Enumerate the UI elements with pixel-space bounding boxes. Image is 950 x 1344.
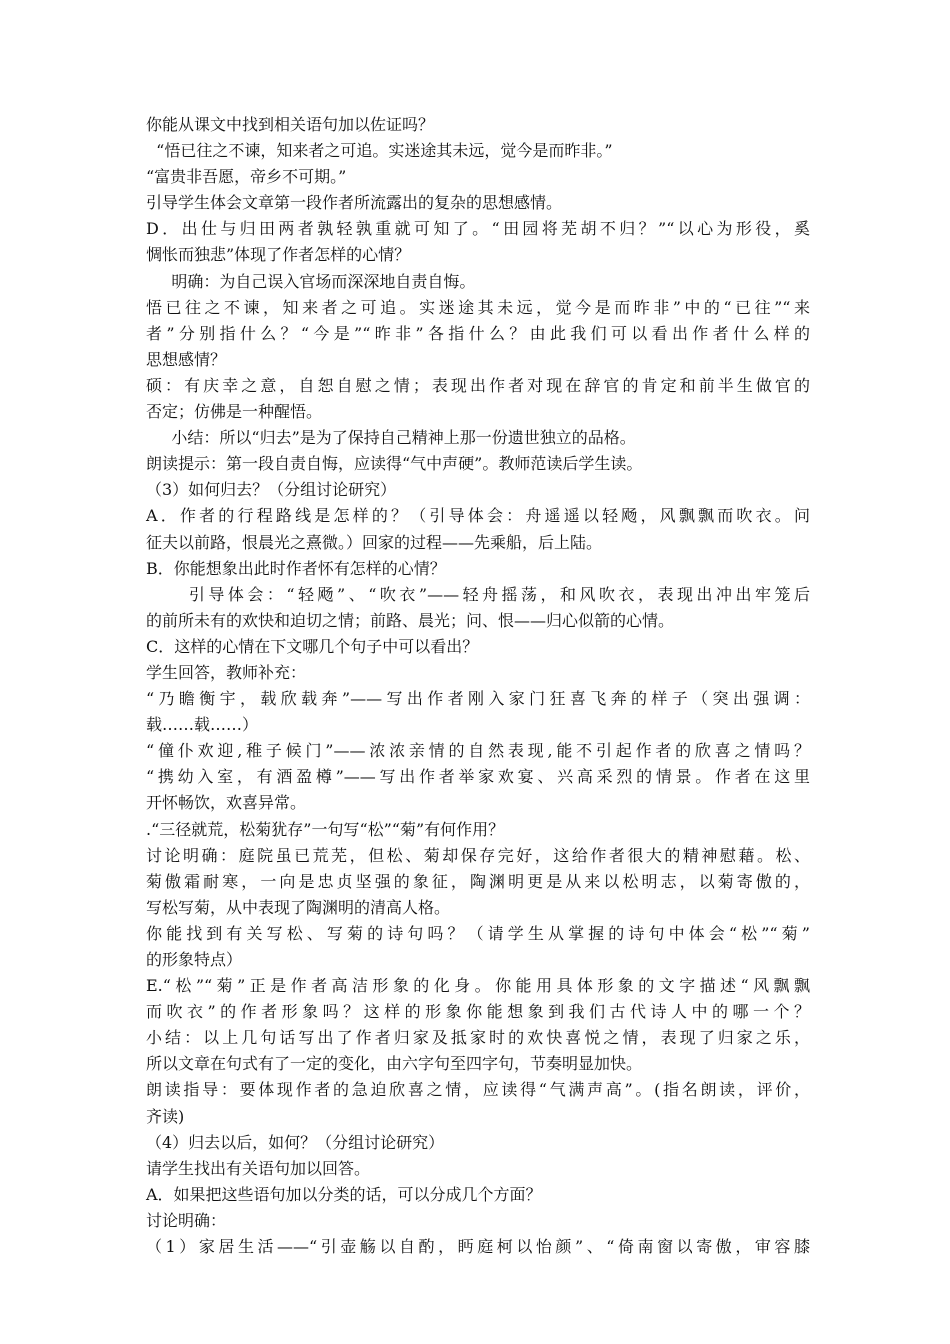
text-line: 小结：所以“归去”是为了保持自己精神上那一份遗世独立的品格。	[146, 428, 636, 448]
text-line: 者”分别指什么？“今是”“昨非”各指什么？由此我们可以看出作者什么样的	[146, 323, 810, 343]
text-line: A．作者的行程路线是怎样的？（引导体会：舟遥遥以轻飏，风飘飘而吹衣。问	[146, 506, 810, 526]
text-line: 的形象特点）	[146, 950, 243, 969]
text-line: 学生回答，教师补充：	[146, 662, 307, 682]
text-line: 的前所未有的欢快和迫切之情；前路、晨光；问、恨——归心似箭的心情。	[146, 610, 675, 630]
text-line: 写松写菊，从中表现了陶渊明的清高人格。	[146, 897, 451, 917]
text-line: A．如果把这些语句加以分类的话，可以分成几个方面？	[146, 1184, 542, 1204]
text-line: 所以文章在句式有了一定的变化，由六字句至四字句，节奏明显加快。	[146, 1054, 643, 1074]
text-line: （3）如何归去？（分组讨论研究）	[146, 480, 397, 500]
text-line: 惆怅而独悲”体现了作者怎样的心情？	[146, 245, 411, 265]
text-line: 讨论明确：庭院虽已荒芜，但松、菊却保存完好，这给作者很大的精神慰藉。松、	[146, 845, 810, 865]
text-line: “僮仆欢迎,稚子候门”——浓浓亲情的自然表现,能不引起作者的欣喜之情吗？	[146, 741, 810, 761]
text-line: 悟已往之不谏，知来者之可追。实迷途其未远，觉今是而昨非”中的“已往”“来	[146, 297, 810, 317]
text-line: 否定；仿佛是一种醒悟。	[146, 402, 323, 422]
text-line: 引导体会：“轻飏”、“吹衣”——轻舟摇荡，和风吹衣，表现出冲出牢笼后	[146, 584, 810, 604]
text-line: “携幼入室，有酒盈樽”——写出作者举家欢宴、兴高采烈的情景。作者在这里	[146, 767, 810, 787]
text-line: D．出仕与归田两者孰轻孰重就可知了。“田园将芜胡不归？”“以心为形役，奚	[146, 219, 810, 239]
text-line: （1）家居生活——“引壶觞以自酌，眄庭柯以怡颜”、“倚南窗以寄傲，审容膝	[146, 1237, 810, 1257]
text-line: 硕：有庆幸之意，自恕自慰之情；表现出作者对现在辞官的肯定和前半生做官的	[146, 375, 810, 395]
text-line: 明确：为自己误入官场而深深地自责自悔。	[146, 271, 476, 291]
text-line: （4）归去以后，如何？（分组讨论研究）	[146, 1132, 445, 1152]
text-line: 而吹衣”的作者形象吗？这样的形象你能想象到我们古代诗人中的哪一个？	[146, 1002, 810, 1022]
text-line: 请学生找出有关语句加以回答。	[146, 1158, 371, 1178]
text-line: 引导学生体会文章第一段作者所流露出的复杂的思想感情。	[146, 193, 563, 213]
text-line: “乃瞻衡宇，载欣载奔”——写出作者刚入家门狂喜飞奔的样子（突出强调：	[146, 689, 810, 709]
text-line: 讨论明确：	[146, 1210, 227, 1230]
document-body	[146, 112, 810, 1260]
text-line: 载……载……）	[146, 715, 259, 735]
text-line: 朗读提示：第一段自责自悔，应读得“气中声硬”。教师范读后学生读。	[146, 454, 643, 474]
text-line: 小结：以上几句话写出了作者归家及抵家时的欢快喜悦之情，表现了归家之乐，	[146, 1028, 810, 1048]
text-line: 你能从课文中找到相关语句加以佐证吗？	[146, 115, 435, 134]
text-line: 征夫以前路，恨晨光之熹微。）回家的过程——先乘船，后上陆。	[146, 532, 603, 552]
text-line: .“三径就荒，松菊犹存”一句写“松”“菊”有何作用？	[146, 819, 505, 839]
text-line: 你能找到有关写松、写菊的诗句吗？（请学生从掌握的诗句中体会“松”“菊”	[146, 923, 810, 943]
text-line: B．你能想象出此时作者怀有怎样的心情？	[146, 558, 446, 578]
text-line: 齐读)	[146, 1106, 185, 1126]
text-line: “悟已往之不谏，知来者之可追。实迷途其未远，觉今是而昨非。”	[146, 141, 613, 161]
text-line: “富贵非吾愿，帝乡不可期。”	[146, 167, 347, 187]
text-line: 菊傲霜耐寒，一向是忠贞坚强的象征，陶渊明更是从来以松明志，以菊寄傲的，	[146, 871, 810, 891]
text-line: 开怀畅饮，欢喜异常。	[146, 793, 307, 813]
text-line: 思想感情？	[146, 349, 227, 369]
text-line: 朗读指导：要体现作者的急迫欣喜之情，应读得“气满声高”。(指名朗读，评价，	[146, 1080, 810, 1100]
text-line: C．这样的心情在下文哪几个句子中可以看出？	[146, 636, 479, 656]
text-line: E.“松”“菊”正是作者高洁形象的化身。你能用具体形象的文字描述“风飘飘	[146, 976, 810, 996]
